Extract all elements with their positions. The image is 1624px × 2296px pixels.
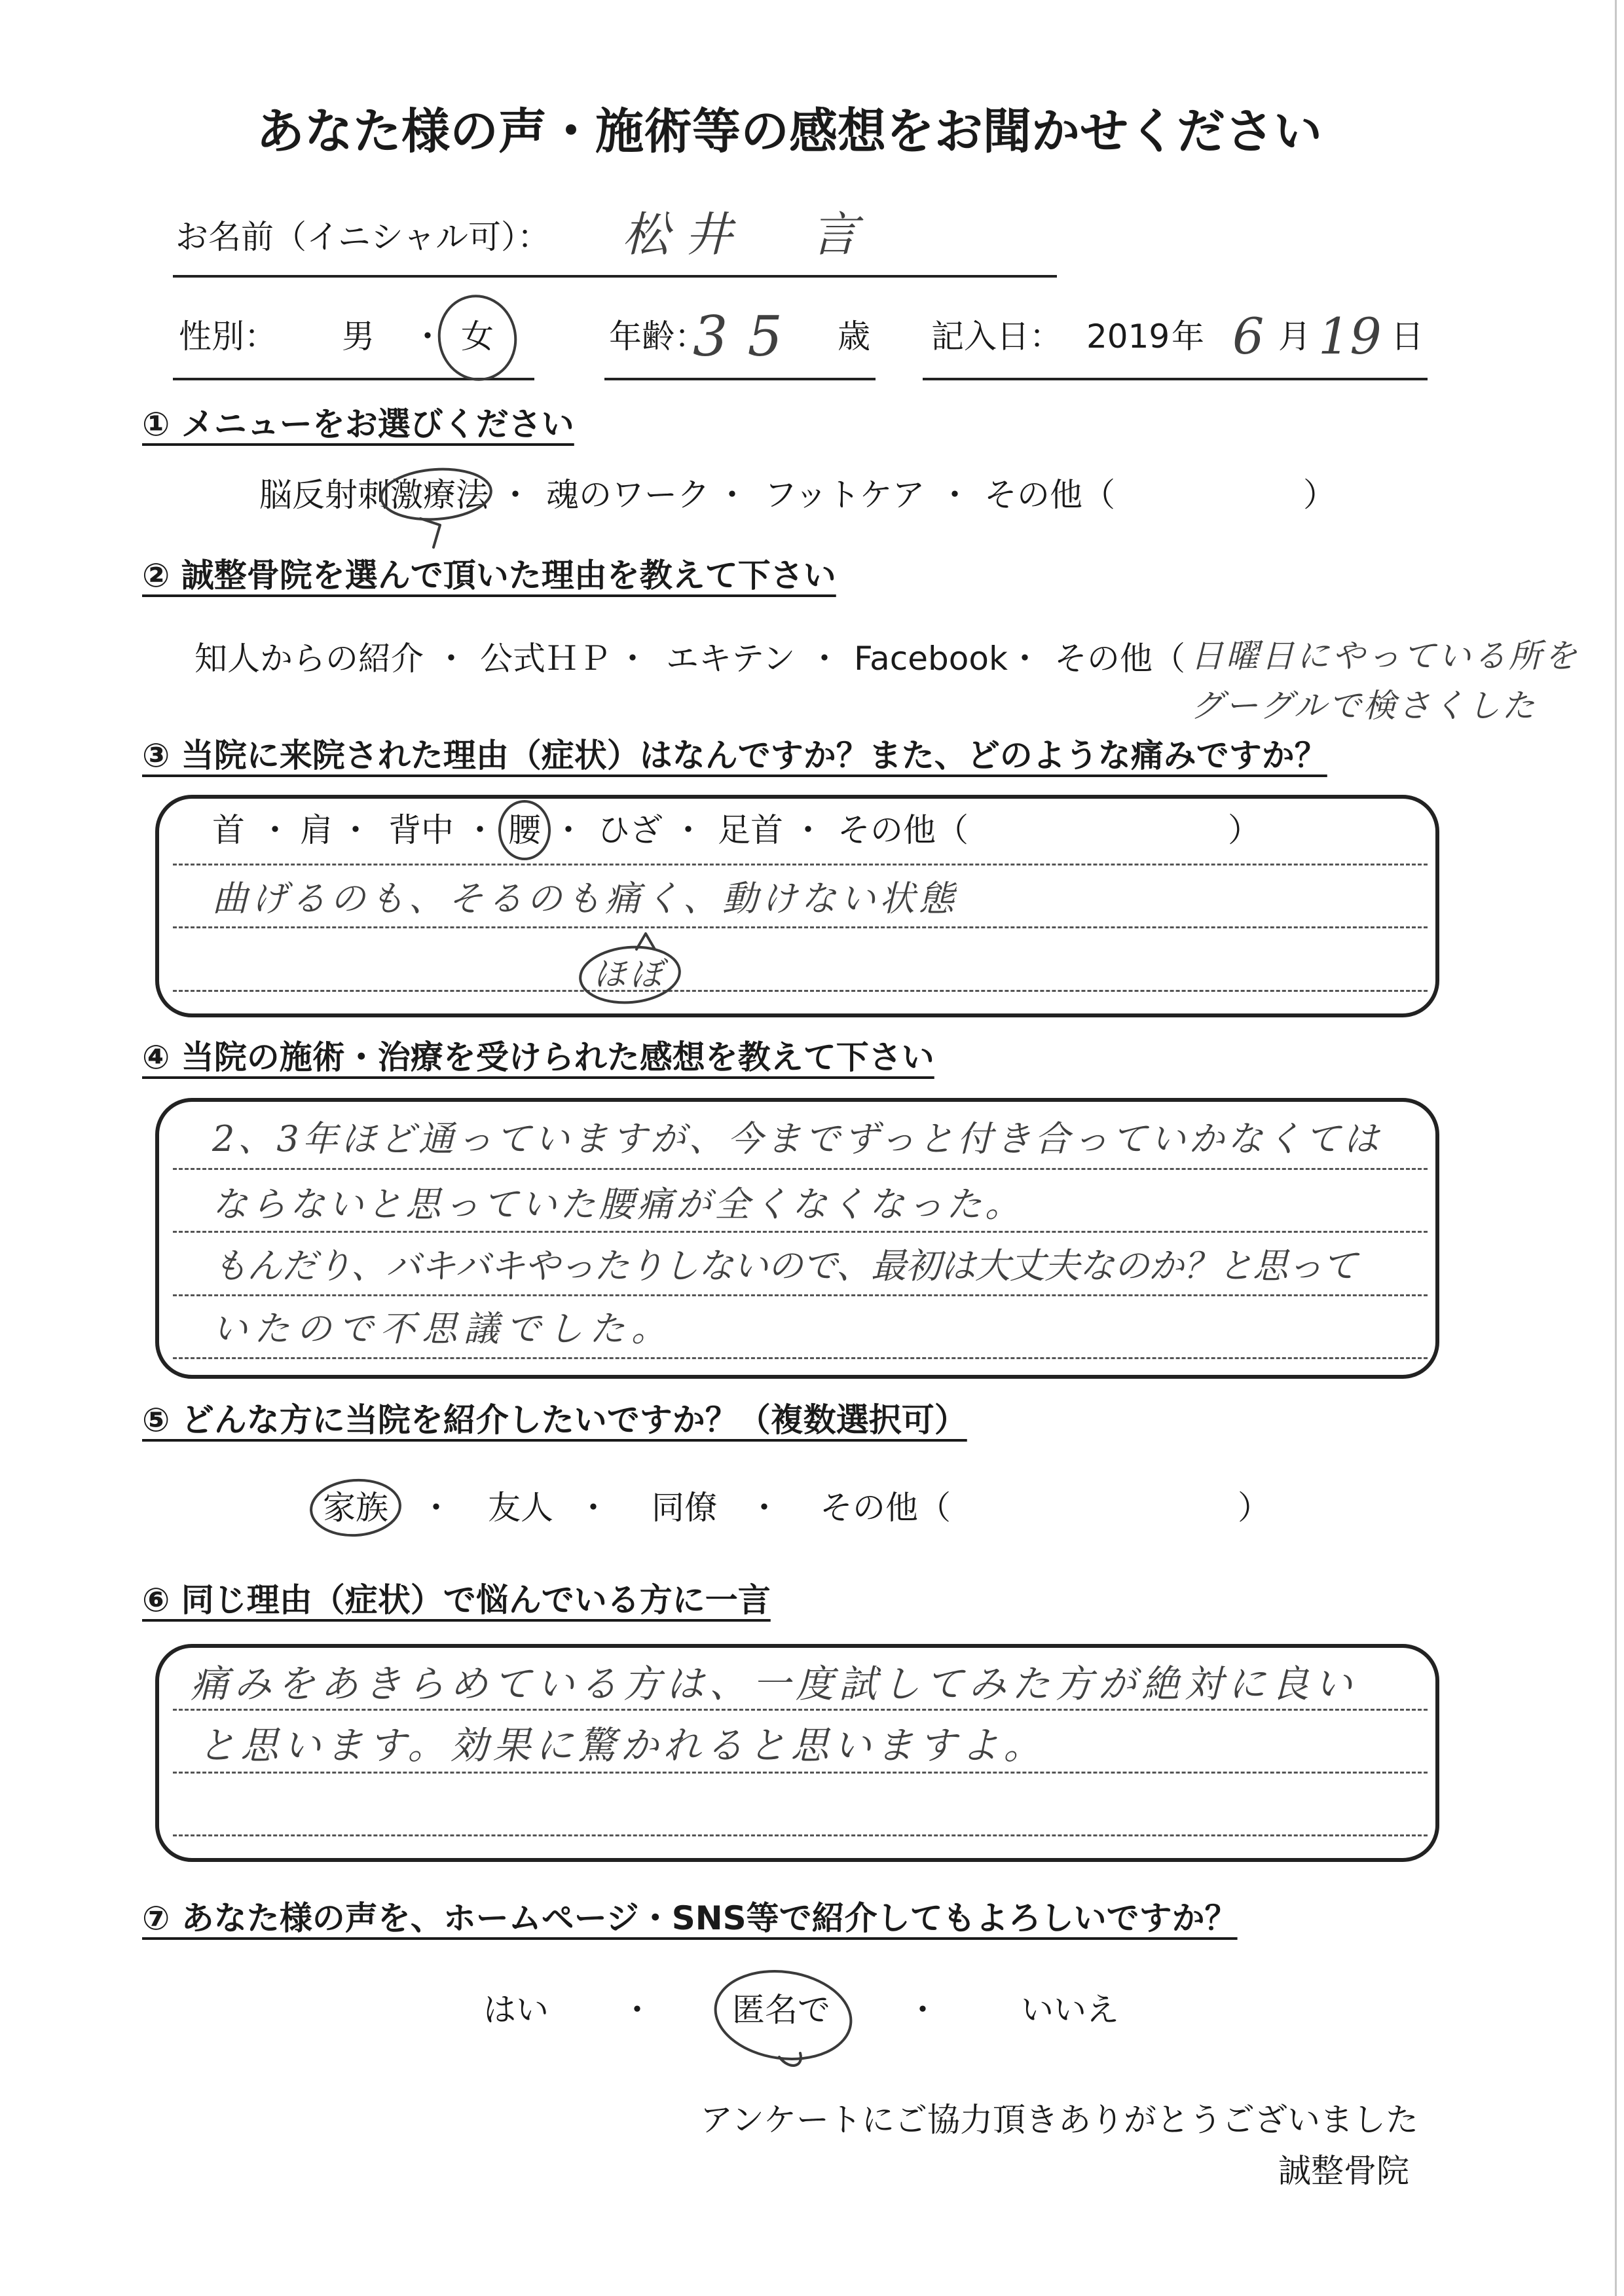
option-separator: ・ <box>938 476 971 514</box>
gender-option-male: 男 <box>342 318 375 355</box>
referral-option-friend: 友人 <box>488 1489 553 1527</box>
age-underline <box>604 378 876 380</box>
symptom-option-shoulder: 肩 <box>300 811 333 849</box>
impressions-answer-line-4: いたので不思議でした。 <box>212 1308 673 1349</box>
month-unit: 月 <box>1278 318 1311 355</box>
option-separator: ・ <box>792 811 824 849</box>
section-heading-impressions: ④ 当院の施術・治療を受けられた感想を教えて下さい <box>142 1038 934 1076</box>
symptoms-answer-line-1: 曲げるのも、そるのも痛く、動けない状態 <box>212 878 958 919</box>
option-separator: ・ <box>420 1489 452 1527</box>
symptoms-inserted-note: ほぼ <box>593 955 667 993</box>
reason-option-facebook: Facebook <box>854 640 1008 678</box>
year-unit: 年 <box>1172 318 1204 355</box>
option-separator: ・ <box>464 811 496 849</box>
symptom-option-knee: ひざ <box>597 811 663 849</box>
answer-line <box>173 1231 1428 1233</box>
date-month-handwritten: 6 <box>1232 307 1264 365</box>
option-separator: ・ <box>499 476 532 514</box>
reason-option-official-hp: 公式ＨＰ <box>480 640 611 678</box>
reason-other-answer-line-1: 日曜日にやっている所を <box>1190 637 1579 675</box>
answer-line <box>173 926 1428 928</box>
section-heading-symptoms: ③ 当院に来院された理由（症状）はなんですか？また、どのような痛みですか？ <box>142 737 1327 774</box>
reason-option-ekiten: エキテン <box>666 640 796 678</box>
answer-line <box>173 1834 1428 1836</box>
publish-option-no: いいえ <box>1021 1991 1119 2029</box>
option-separator: ・ <box>339 811 372 849</box>
symptom-option-back: 背中 <box>388 811 454 849</box>
answer-line <box>173 864 1428 866</box>
referral-option-family: 家族 <box>323 1489 388 1527</box>
message-answer-line-1: 痛みをあきらめている方は、一度試してみた方が絶対に良い <box>191 1662 1358 1706</box>
symptom-option-lower-back: 腰 <box>508 811 541 849</box>
section-heading-publish: ⑦ あなた様の声を、ホームページ・SNS等で紹介してもよろしいですか？ <box>142 1899 1238 1937</box>
age-unit: 歳 <box>838 318 870 355</box>
publish-option-yes: はい <box>483 1991 549 2029</box>
reason-option-referral: 知人からの紹介 <box>194 640 424 678</box>
answer-line <box>173 1709 1428 1711</box>
symptom-option-ankle: 足首 <box>718 811 783 849</box>
option-separator: ・ <box>435 640 468 678</box>
menu-option-other-label: その他（ <box>984 476 1115 514</box>
answer-line <box>173 1772 1428 1774</box>
message-answer-line-2: と思います。効果に驚かれると思いますよ。 <box>198 1723 1046 1768</box>
answer-line <box>173 1294 1428 1296</box>
option-separator: ・ <box>259 811 291 849</box>
name-underline <box>173 275 1057 278</box>
option-separator: ・ <box>616 640 649 678</box>
option-separator: ・ <box>577 1489 610 1527</box>
footer-clinic-name: 誠整骨院 <box>1278 2152 1409 2190</box>
option-separator: ・ <box>1008 640 1041 678</box>
reason-option-other-label: その他（ <box>1054 640 1185 678</box>
menu-circle-tail <box>420 519 440 547</box>
reason-other-answer-line-2: グーグルで検さくした <box>1190 687 1537 725</box>
option-separator: ・ <box>906 1991 939 2029</box>
impressions-answer-line-1: 2、3年ほど通っていますが、今までずっと付き合っていかなくては <box>212 1118 1382 1159</box>
option-separator: ・ <box>716 476 748 514</box>
date-label: 記入日： <box>931 318 1062 355</box>
option-separator: ・ <box>808 640 841 678</box>
symptom-option-other-close: ） <box>1228 811 1261 849</box>
answer-line <box>173 1168 1428 1170</box>
referral-option-other-close: ） <box>1238 1489 1270 1527</box>
impressions-answer-line-2: ならないと思っていた腰痛が全くなくなった。 <box>212 1184 1024 1225</box>
section-heading-message: ⑥ 同じ理由（症状）で悩んでいる方に一言 <box>142 1581 771 1619</box>
option-separator: ・ <box>411 318 444 355</box>
scan-edge-line <box>1615 0 1617 2296</box>
gender-underline <box>173 378 534 380</box>
date-day-handwritten: 19 <box>1318 307 1382 365</box>
publish-circle-tail <box>779 2053 801 2066</box>
option-separator: ・ <box>621 1991 654 2029</box>
referral-option-other-label: その他（ <box>820 1489 951 1527</box>
menu-option-other-close: ） <box>1303 476 1336 514</box>
option-separator: ・ <box>748 1489 781 1527</box>
menu-option-foot-care: フットケア <box>764 476 925 514</box>
option-separator: ・ <box>672 811 705 849</box>
section-heading-menu: ① メニューをお選びください <box>142 405 574 443</box>
age-label: 年齢： <box>609 318 707 355</box>
referral-option-colleague: 同僚 <box>652 1489 717 1527</box>
gender-label: 性別： <box>179 318 277 355</box>
gender-option-female: 女 <box>461 318 494 355</box>
menu-option-soul-work: 魂のワーク <box>546 476 710 514</box>
section-heading-referral: ⑤ どんな方に当院を紹介したいですか？（複数選択可） <box>142 1401 967 1439</box>
date-year: 2019 <box>1086 318 1170 355</box>
symptom-option-neck: 首 <box>212 811 245 849</box>
menu-option-reflex-therapy: 脳反射刺激療法 <box>259 476 489 514</box>
answer-line <box>173 990 1428 992</box>
name-value-handwritten: 松井 言 <box>622 207 874 262</box>
age-value-handwritten: 35 <box>693 304 802 369</box>
day-unit: 日 <box>1391 318 1424 355</box>
page-title: あなた様の声・施術等の感想をお聞かせください <box>256 103 1322 160</box>
publish-option-anonymous: 匿名で <box>732 1991 830 2029</box>
section-heading-reason: ② 誠整骨院を選んで頂いた理由を教えて下さい <box>142 556 836 594</box>
footer-thanks: アンケートにご協力頂きありがとうございました <box>700 2101 1418 2139</box>
impressions-answer-line-3: もんだり、バキバキやったりしないので、最初は大丈夫なのか？と思って <box>212 1245 1357 1286</box>
answer-line <box>173 1357 1428 1359</box>
date-underline <box>923 378 1428 380</box>
name-label: お名前（イニシャル可）： <box>175 218 550 256</box>
symptom-option-other-label: その他（ <box>838 811 969 849</box>
option-separator: ・ <box>552 811 585 849</box>
